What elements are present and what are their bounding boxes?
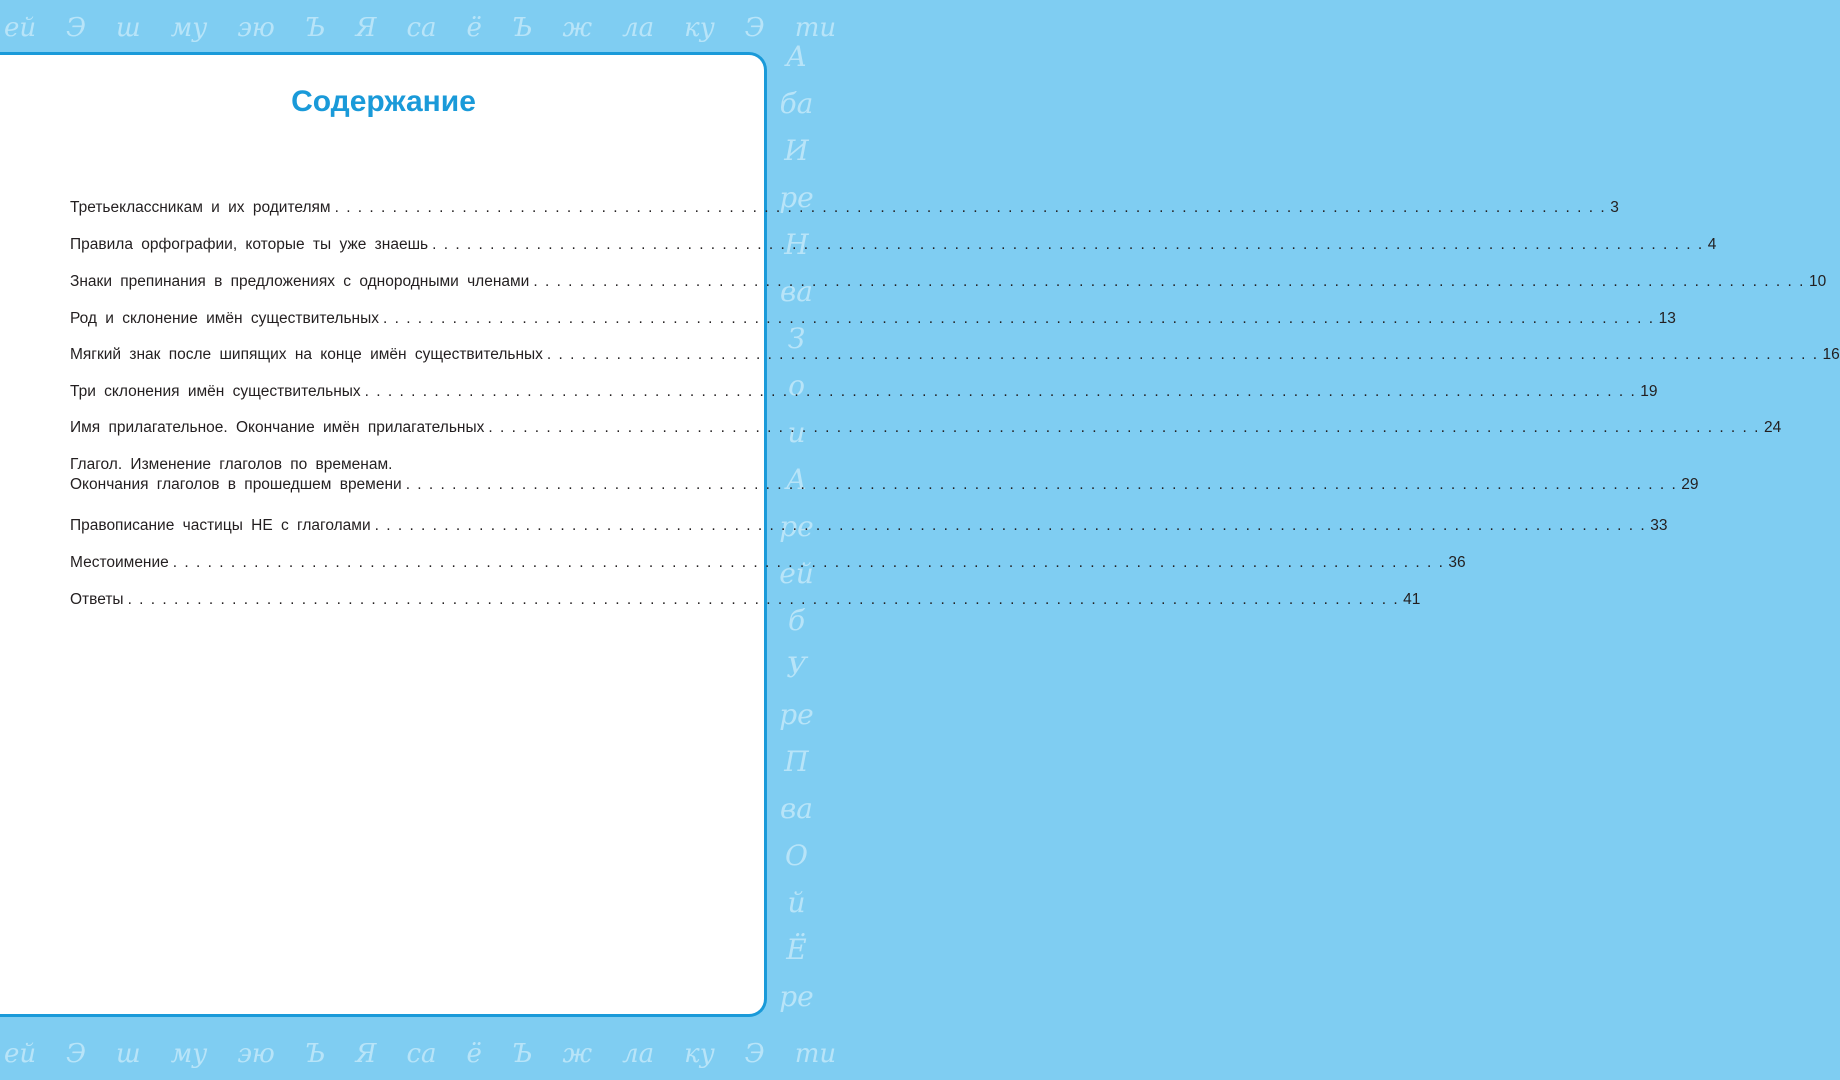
decor-letter: ти [794, 13, 837, 43]
decor-letter: ё [466, 1039, 482, 1069]
decorative-letters-top [0, 2, 837, 54]
decor-letter: Э [744, 1039, 765, 1069]
toc-page-number: 33 [1650, 517, 1668, 534]
toc-item-label: Правописание частицы НЕ с глаголами [70, 517, 371, 534]
toc-item[interactable] [70, 455, 1699, 495]
decor-letter: ж [562, 1039, 593, 1069]
decorative-letters-bottom [0, 1028, 837, 1080]
toc-dot-leader [375, 516, 1647, 536]
decor-letter: ре [779, 980, 814, 1013]
decor-letter: Н [784, 228, 809, 261]
decor-letter: эю [237, 13, 275, 43]
toc-item-label: Имя прилагательное. Окончание имён прилагательных [70, 419, 485, 436]
toc-item-label: Окончания глаголов в прошедшем времени [70, 476, 402, 493]
decor-letter: са [406, 13, 437, 43]
toc-item[interactable] [70, 198, 1619, 218]
decor-letter: Ъ [304, 1039, 326, 1069]
toc-dot-leader [488, 418, 1760, 438]
toc-dot-leader [335, 198, 1607, 218]
decor-letter: Ъ [304, 13, 326, 43]
decor-letter: о [788, 369, 805, 402]
decor-letter: ре [779, 510, 814, 543]
toc-dot-leader [406, 475, 1678, 495]
decor-letter: ре [779, 181, 814, 214]
toc-item[interactable] [70, 382, 1658, 402]
toc-item[interactable] [70, 590, 1421, 610]
decor-letter: й [787, 886, 806, 919]
toc-dot-leader [533, 272, 1805, 292]
decor-letter: ей [4, 1039, 37, 1069]
decor-letter: ти [794, 1039, 837, 1069]
decor-letter: Э [66, 1039, 87, 1069]
toc-item-label: Третьеклассникам и их родителям [70, 199, 331, 216]
toc-page-number: 19 [1640, 383, 1658, 400]
decor-letter: ла [622, 13, 655, 43]
toc-dot-leader [383, 309, 1655, 329]
toc-item-label-line1: Глагол. Изменение глаголов по временам. [70, 456, 393, 473]
toc-page-number: 29 [1681, 476, 1699, 493]
toc-page-number: 10 [1808, 273, 1827, 290]
toc-item-label: Знаки препинания в предложениях с однородными членами [70, 273, 530, 290]
decor-letter: Ъ [511, 13, 533, 43]
decor-letter: ба [779, 87, 814, 120]
toc-page-number: 16 [1822, 346, 1840, 363]
decor-letter: и [787, 416, 806, 449]
decor-letter: ку [684, 1039, 715, 1069]
decor-letter: ку [684, 13, 715, 43]
toc-item[interactable] [70, 309, 1676, 329]
toc-page-number: 41 [1403, 591, 1421, 608]
decor-letter: Ъ [511, 1039, 533, 1069]
toc-dot-leader [365, 382, 1637, 402]
toc-item[interactable] [70, 235, 1717, 255]
toc-dot-leader [128, 590, 1400, 610]
toc-item-label: Местоимение [70, 554, 169, 571]
toc-page-number: 3 [1610, 199, 1619, 216]
decor-letter: ё [466, 13, 482, 43]
decor-letter: А [785, 463, 808, 496]
decor-letter: Э [744, 13, 765, 43]
decor-letter: ш [116, 1039, 141, 1069]
decor-letter: му [170, 13, 208, 43]
decor-letter: У [786, 651, 807, 684]
toc-page-number: 24 [1763, 419, 1782, 436]
decorative-letters-right [770, 40, 823, 1040]
decor-letter: А [785, 40, 808, 73]
decor-letter: ей [4, 13, 37, 43]
decor-letter: ре [779, 698, 814, 731]
decor-letter: Я [355, 1039, 377, 1069]
toc-item[interactable] [70, 418, 1782, 438]
toc-item[interactable] [70, 345, 1840, 365]
decor-letter: Ё [786, 933, 807, 966]
decor-letter: му [170, 1039, 208, 1069]
page-title: Содержание [291, 85, 476, 118]
decor-letter: ш [116, 13, 141, 43]
decor-letter: П [784, 745, 809, 778]
decor-letter: ей [779, 557, 814, 590]
decor-letter: ва [780, 792, 813, 825]
toc-dot-leader [432, 235, 1704, 255]
decor-letter: ж [562, 13, 593, 43]
toc-item[interactable] [70, 553, 1466, 573]
toc-item-label: Род и склонение имён существительных [70, 310, 379, 327]
decor-letter: ла [622, 1039, 655, 1069]
toc-page-number: 36 [1448, 554, 1466, 571]
decor-letter: са [406, 1039, 437, 1069]
decor-letter: Я [355, 13, 377, 43]
toc-page-number: 4 [1707, 236, 1717, 253]
toc-item-label: Три склонения имён существительных [70, 383, 361, 400]
decor-letter: З [787, 322, 806, 355]
decor-letter: О [785, 839, 808, 872]
toc-dot-leader [547, 345, 1819, 365]
decor-letter: И [784, 134, 809, 167]
toc-item-label: Мягкий знак после шипящих на конце имён существительных [70, 346, 543, 363]
decor-letter: эю [237, 1039, 275, 1069]
decor-letter: б [787, 604, 806, 637]
toc-page-number: 13 [1658, 310, 1676, 327]
decor-letter: ва [780, 275, 813, 308]
decor-letter: Э [66, 13, 87, 43]
toc-item-label: Ответы [70, 591, 124, 608]
toc-dot-leader [173, 553, 1445, 573]
toc-item-label: Правила орфографии, которые ты уже знаешь [70, 236, 429, 253]
